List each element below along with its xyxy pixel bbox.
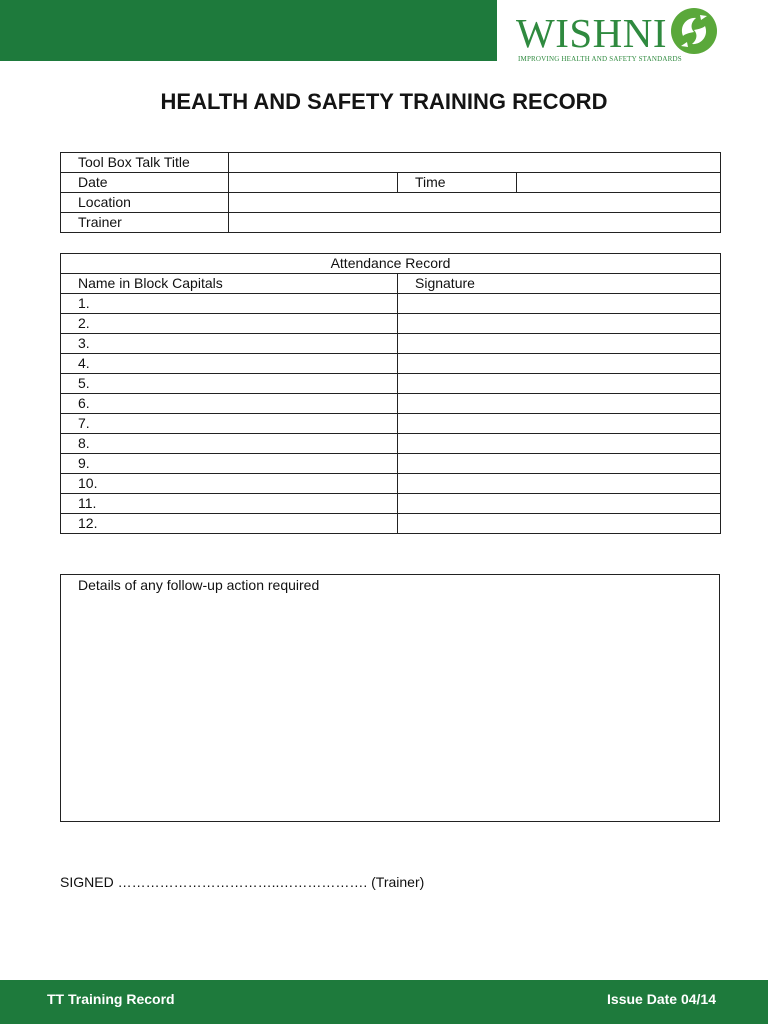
attendance-rows [61,294,721,534]
attendance-signature-cell[interactable] [398,454,721,474]
attendance-signature-cell[interactable] [398,394,721,414]
date-label: Date [61,173,229,193]
attendance-name-cell[interactable]: 10. [61,474,398,494]
attendance-name-cell[interactable]: 5. [61,374,398,394]
attendance-heading: Attendance Record [61,254,721,274]
attendance-signature-cell[interactable] [398,514,721,534]
table-header-row [61,274,721,294]
company-logo [512,4,732,66]
attendance-signature-cell[interactable] [398,334,721,354]
location-label: Location [61,193,229,213]
attendance-name-cell[interactable]: 9. [61,454,398,474]
attendance-signature-cell[interactable] [398,354,721,374]
attendance-name-cell[interactable]: 1. [61,294,398,314]
attendance-name-cell[interactable]: 3. [61,334,398,354]
footer-bar [0,980,768,1024]
tool-box-talk-title-field[interactable] [229,153,721,173]
table-row [61,173,721,193]
time-label: Time [398,173,517,193]
attendance-name-cell[interactable]: 7. [61,414,398,434]
attendance-row [61,294,721,314]
trainer-label: Trainer [61,213,229,233]
attendance-row [61,494,721,514]
footer-document-name: TT Training Record [47,991,175,1007]
attendance-row [61,314,721,334]
header-green-bar [0,0,497,61]
name-column-header: Name in Block Capitals [61,274,398,294]
attendance-row [61,334,721,354]
attendance-signature-cell[interactable] [398,414,721,434]
attendance-name-cell[interactable]: 4. [61,354,398,374]
follow-up-label: Details of any follow-up action required [78,577,320,593]
training-info-table [60,152,721,233]
page-title: HEALTH AND SAFETY TRAINING RECORD [160,89,608,114]
table-row [61,153,721,173]
location-field[interactable] [229,193,721,213]
attendance-signature-cell[interactable] [398,294,721,314]
attendance-row [61,374,721,394]
swirl-icon [669,6,719,56]
attendance-table [60,253,721,534]
attendance-name-cell[interactable]: 6. [61,394,398,414]
table-row [61,213,721,233]
table-row [61,254,721,274]
logo-tagline: IMPROVING HEALTH AND SAFETY STANDARDS [518,55,682,63]
attendance-row [61,354,721,374]
signature-column-header: Signature [398,274,721,294]
attendance-name-cell[interactable]: 2. [61,314,398,334]
logo-text: WISHNI [516,10,668,56]
trainer-signature-line: SIGNED ……………………………..………………. (Trainer) [60,874,425,890]
attendance-signature-cell[interactable] [398,434,721,454]
time-field[interactable] [517,173,721,193]
attendance-signature-cell[interactable] [398,314,721,334]
attendance-signature-cell[interactable] [398,374,721,394]
date-field[interactable] [229,173,398,193]
table-row [61,193,721,213]
attendance-row [61,474,721,494]
attendance-signature-cell[interactable] [398,494,721,514]
attendance-row [61,454,721,474]
attendance-row [61,414,721,434]
attendance-name-cell[interactable]: 8. [61,434,398,454]
attendance-row [61,394,721,414]
attendance-name-cell[interactable]: 11. [61,494,398,514]
attendance-row [61,514,721,534]
attendance-row [61,434,721,454]
attendance-name-cell[interactable]: 12. [61,514,398,534]
footer-issue-date: Issue Date 04/14 [607,991,716,1007]
tool-box-talk-title-label: Tool Box Talk Title [61,153,229,173]
attendance-signature-cell[interactable] [398,474,721,494]
follow-up-action-box[interactable] [60,574,720,822]
trainer-field[interactable] [229,213,721,233]
